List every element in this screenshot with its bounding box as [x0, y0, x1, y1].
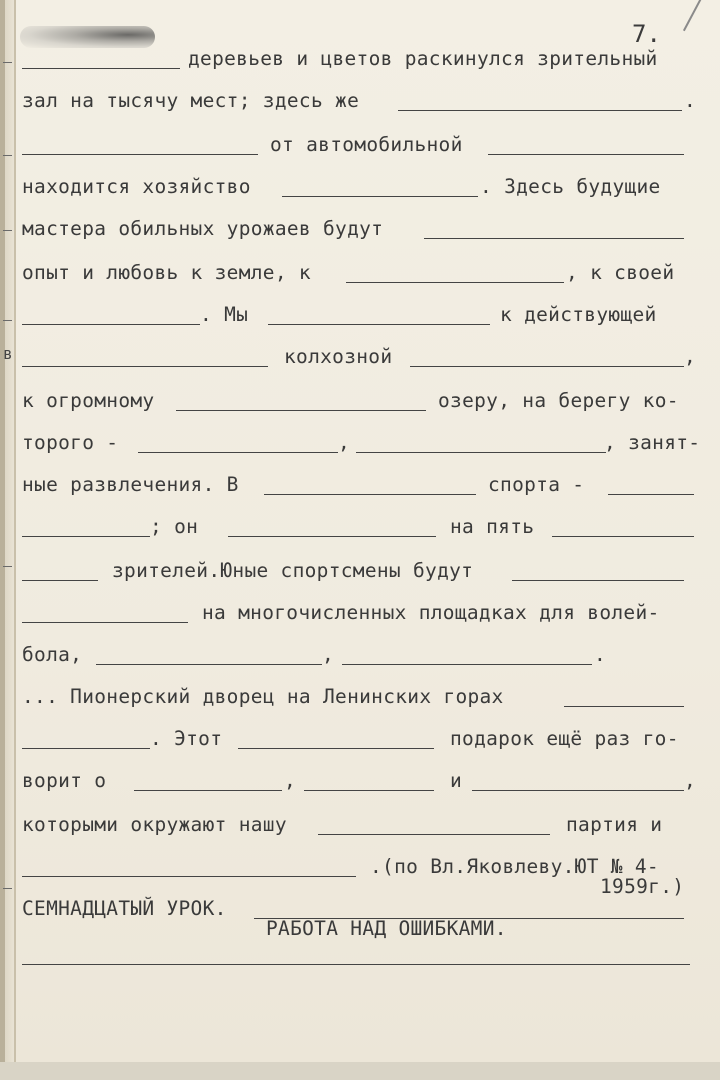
- fill-in-blank[interactable]: [22, 964, 690, 965]
- line-text: и: [450, 769, 463, 792]
- line-text: деревьев и цветов раскинулся зрительный: [188, 47, 658, 70]
- fill-in-blank[interactable]: [264, 494, 476, 495]
- line-text: ,: [684, 769, 697, 792]
- fill-in-blank[interactable]: [410, 366, 684, 367]
- line-text: бола,: [22, 643, 83, 666]
- line-text: ,: [338, 431, 351, 454]
- line-text: подарок ещё раз го-: [450, 727, 679, 750]
- margin-tick: [3, 566, 12, 567]
- line-text: на многочисленных площадках для волей-: [202, 601, 660, 624]
- citation-text: .(по Вл.Яковлеву.ЮТ № 4-: [370, 855, 659, 878]
- ink-smudge: [20, 26, 155, 48]
- section-subtitle: РАБОТА НАД ОШИБКАМИ.: [266, 917, 507, 940]
- fill-in-blank[interactable]: [282, 196, 478, 197]
- line-text: к действующей: [500, 303, 657, 326]
- margin-tick: [3, 320, 12, 321]
- line-text: торого -: [22, 431, 119, 454]
- line-text: , занят-: [604, 431, 701, 454]
- fill-in-blank[interactable]: [488, 154, 684, 155]
- binding-shadow: [0, 0, 5, 1080]
- fill-in-blank[interactable]: [304, 790, 434, 791]
- fill-in-blank[interactable]: [22, 876, 356, 877]
- margin-letter: в: [3, 344, 13, 363]
- fill-in-blank[interactable]: [398, 110, 682, 111]
- lesson-heading: СЕМНАДЦАТЫЙ УРОК.: [22, 897, 227, 920]
- line-text: находится хозяйство: [22, 175, 251, 198]
- fill-in-blank[interactable]: [552, 536, 694, 537]
- fill-in-blank[interactable]: [22, 622, 188, 623]
- fill-in-blank[interactable]: [96, 664, 322, 665]
- line-text: которыми окружают нашу: [22, 813, 287, 836]
- line-text: от автомобильной: [270, 133, 463, 156]
- fill-in-blank[interactable]: [356, 452, 606, 453]
- margin-tick: [3, 155, 12, 156]
- fill-in-blank[interactable]: [22, 366, 268, 367]
- line-text: ,: [322, 643, 335, 666]
- corner-pencil-mark: [683, 0, 720, 42]
- page-number: 7.: [632, 20, 661, 48]
- scan-bottom-edge: [0, 1062, 720, 1080]
- fill-in-blank[interactable]: [22, 536, 150, 537]
- fill-in-blank[interactable]: [564, 706, 684, 707]
- fill-in-blank[interactable]: [472, 790, 684, 791]
- line-text: . Этот: [150, 727, 223, 750]
- line-text: ные развлечения. В: [22, 473, 239, 496]
- line-text: . Мы: [200, 303, 249, 326]
- fill-in-blank[interactable]: [22, 68, 180, 69]
- line-text: ,: [684, 345, 697, 368]
- line-text: озеру, на берегу ко-: [438, 389, 679, 412]
- margin-tick: [3, 230, 12, 231]
- line-text: мастера обильных урожаев будут: [22, 217, 384, 240]
- fill-in-blank[interactable]: [268, 324, 490, 325]
- line-text: ворит о: [22, 769, 107, 792]
- fill-in-blank[interactable]: [512, 580, 684, 581]
- fill-in-blank[interactable]: [22, 324, 200, 325]
- fill-in-blank[interactable]: [342, 664, 592, 665]
- line-text: . Здесь будущие: [480, 175, 661, 198]
- fill-in-blank[interactable]: [22, 580, 98, 581]
- line-text: , к своей: [566, 261, 675, 284]
- fill-in-blank[interactable]: [238, 748, 434, 749]
- fill-in-blank[interactable]: [346, 282, 564, 283]
- fill-in-blank[interactable]: [134, 790, 282, 791]
- line-text: на пять: [450, 515, 535, 538]
- citation-year: 1959г.): [600, 875, 685, 898]
- fill-in-blank[interactable]: [138, 452, 338, 453]
- line-text: зал на тысячу мест; здесь же: [22, 89, 360, 112]
- line-text: опыт и любовь к земле, к: [22, 261, 311, 284]
- fill-in-blank[interactable]: [424, 238, 684, 239]
- line-text: партия и: [566, 813, 663, 836]
- line-text: ... Пионерский дворец на Ленинских горах: [22, 685, 504, 708]
- fill-in-blank[interactable]: [22, 154, 258, 155]
- fill-in-blank[interactable]: [176, 410, 426, 411]
- fill-in-blank[interactable]: [22, 748, 150, 749]
- line-text: колхозной: [284, 345, 393, 368]
- line-text: .: [594, 643, 607, 666]
- fill-in-blank[interactable]: [228, 536, 436, 537]
- line-text: .: [684, 89, 697, 112]
- margin-tick: [3, 62, 12, 63]
- line-text: спорта -: [488, 473, 585, 496]
- fill-in-blank[interactable]: [318, 834, 550, 835]
- line-text: к огромному: [22, 389, 155, 412]
- line-text: зрителей.Юные спортсмены будут: [112, 559, 474, 582]
- fill-in-blank[interactable]: [608, 494, 694, 495]
- line-text: ; он: [150, 515, 199, 538]
- margin-tick: [3, 888, 12, 889]
- line-text: ,: [284, 769, 297, 792]
